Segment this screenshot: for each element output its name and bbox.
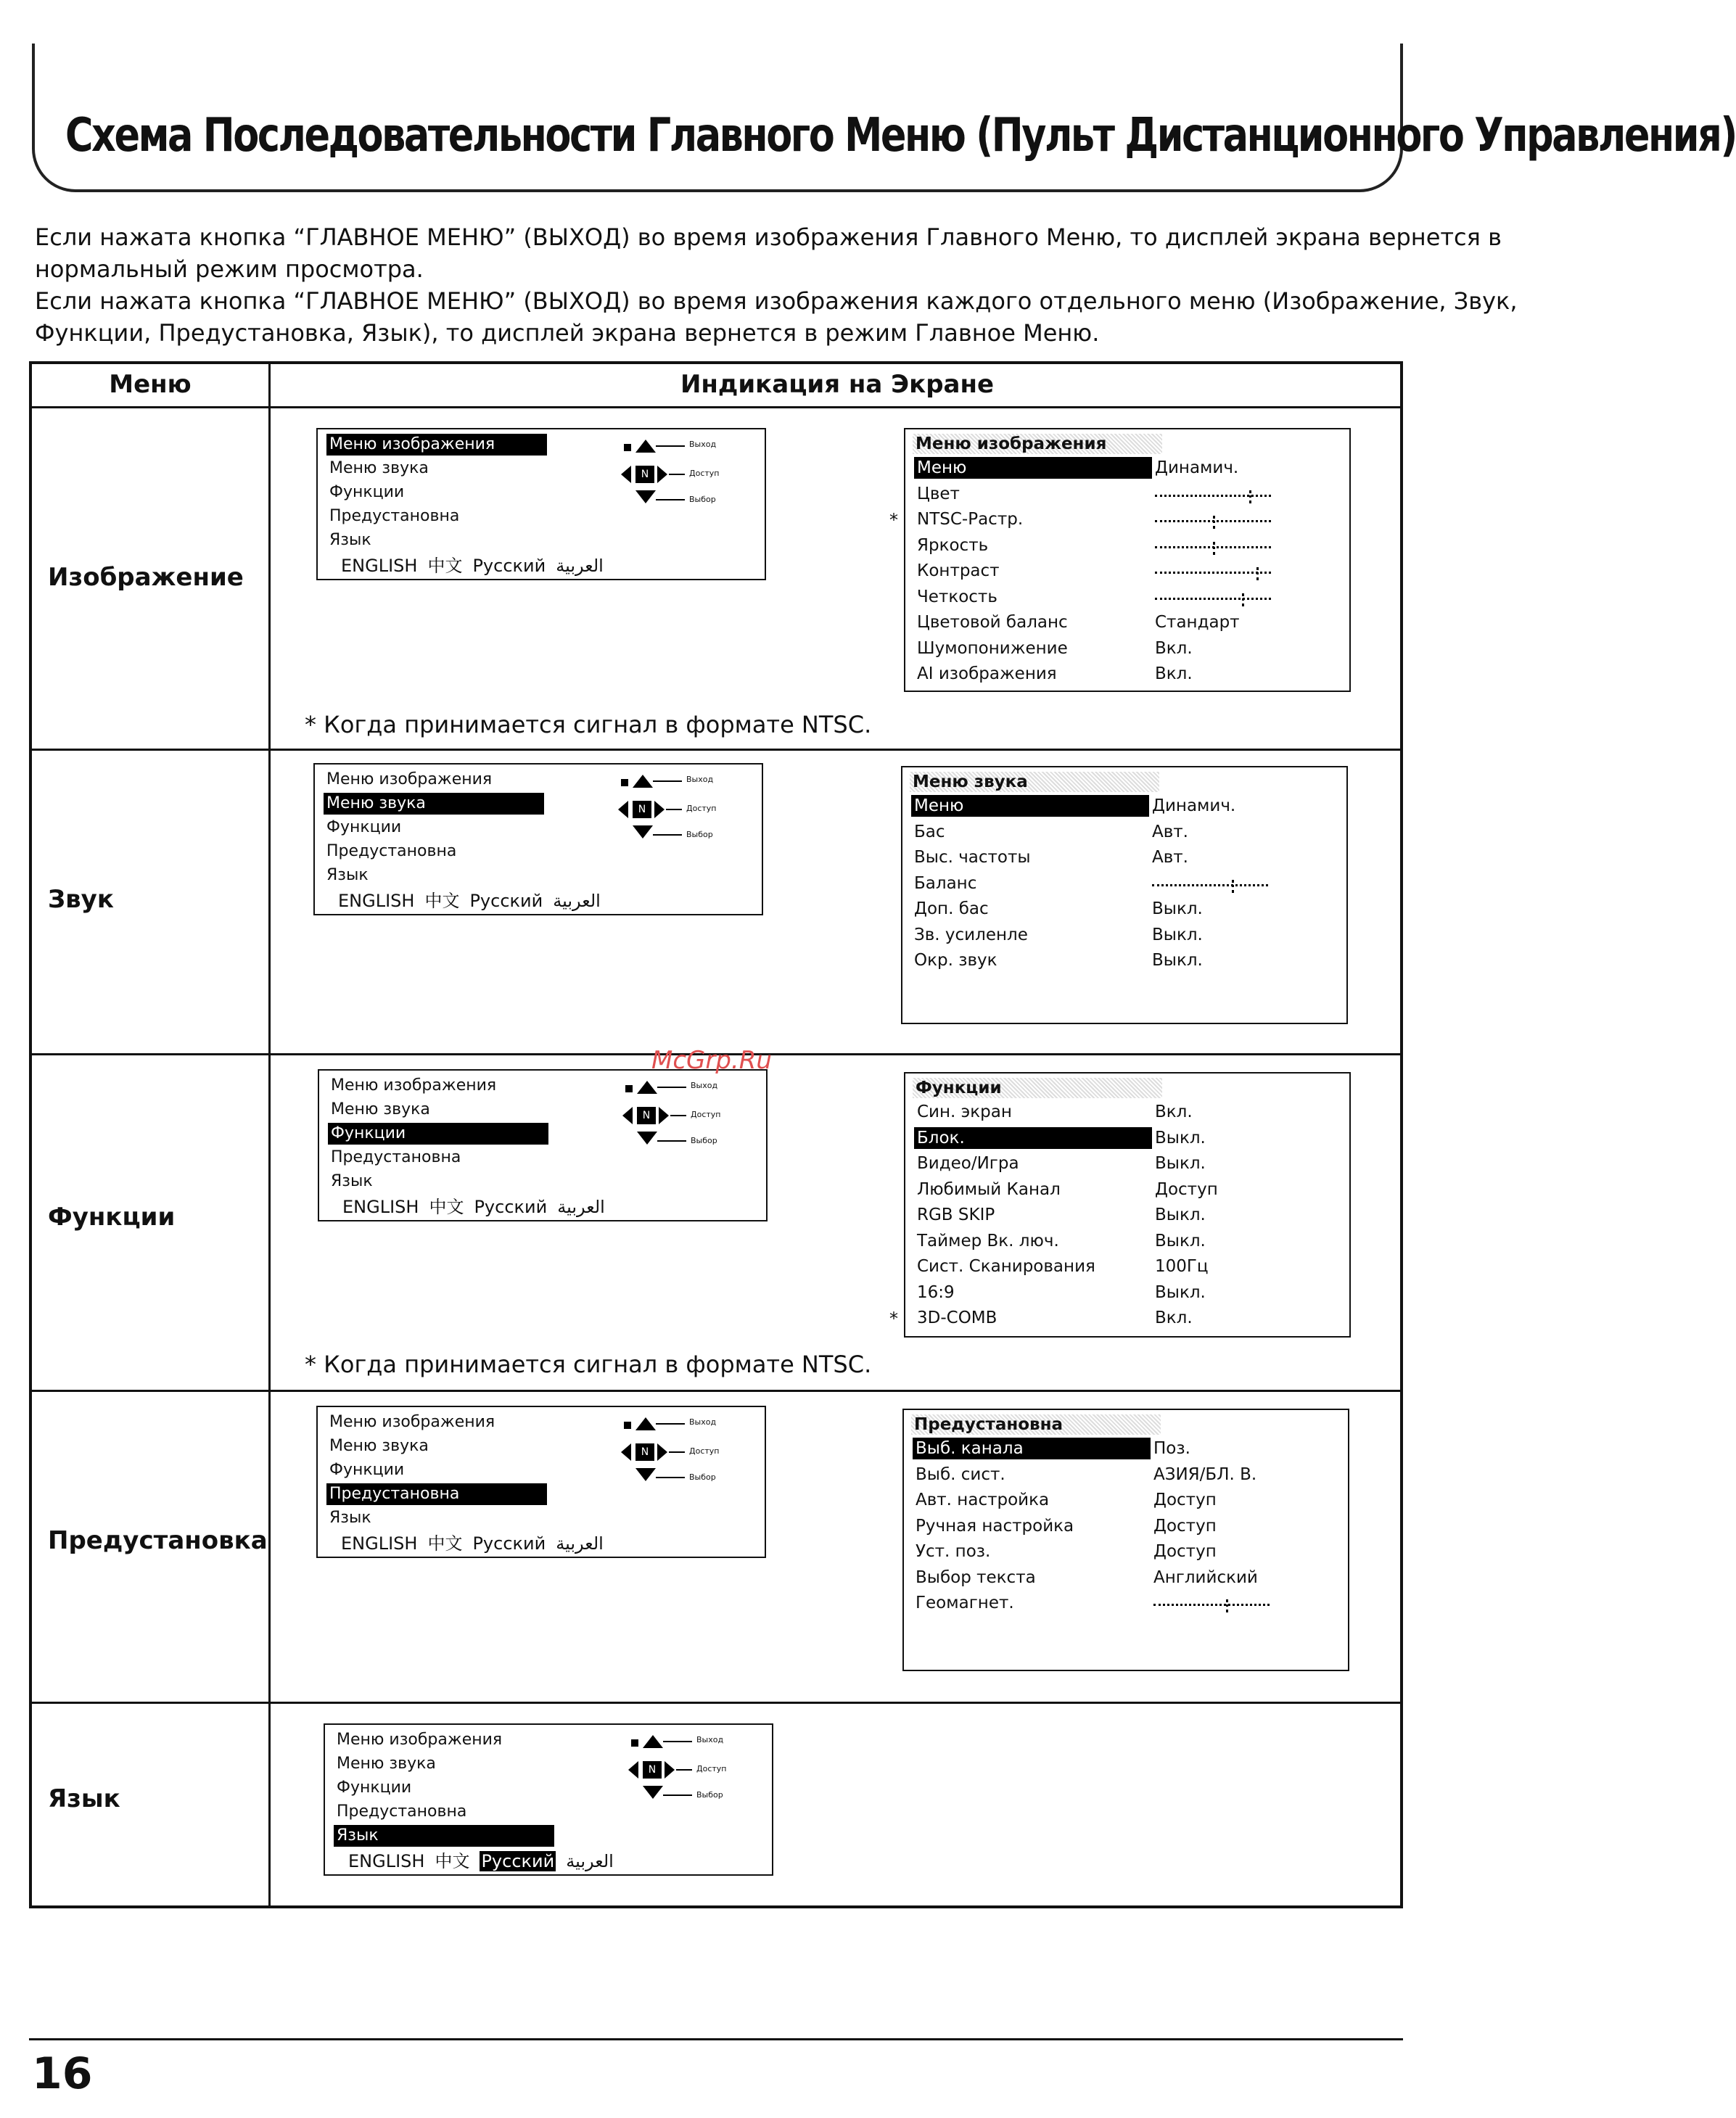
main-menu-item[interactable]: Меню звука — [324, 793, 544, 815]
submenu-item[interactable]: Выб. канала — [913, 1438, 1151, 1459]
n-button-icon: N — [635, 1443, 654, 1461]
main-menu-item[interactable]: Предустановна — [331, 1148, 461, 1166]
main-menu-item[interactable]: Функции — [326, 818, 402, 836]
intro-line-2: нормальный режим просмотра. — [35, 255, 424, 283]
main-menu-panel — [324, 1723, 773, 1876]
leader-line — [663, 1741, 692, 1742]
submenu-value: Выкл. — [1155, 1154, 1206, 1173]
nav-select-label: Выбор — [696, 1790, 723, 1800]
submenu-item[interactable]: Контраст — [917, 561, 1000, 580]
submenu-item[interactable]: Яркость — [917, 535, 989, 555]
submenu-item[interactable]: Цвет — [917, 484, 960, 503]
main-menu-item[interactable]: Функции — [329, 1461, 405, 1479]
submenu-value: Выкл. — [1155, 1206, 1206, 1224]
nav-access-label: Доступ — [696, 1764, 727, 1773]
submenu-value: Выкл. — [1152, 925, 1203, 944]
arrow-up-icon — [633, 775, 653, 788]
submenu-title: Предустановна — [911, 1414, 1161, 1435]
arrow-down-icon — [635, 1468, 656, 1481]
main-menu-item[interactable]: Язык — [329, 531, 371, 549]
main-menu-item[interactable]: Меню изображения — [326, 770, 493, 788]
submenu-value: Вкл. — [1155, 1103, 1193, 1121]
row-divider — [32, 749, 1400, 751]
main-menu-item[interactable]: Меню звука — [329, 459, 429, 477]
submenu-item[interactable]: Окр. звук — [914, 951, 997, 970]
nav-access-label: Доступ — [689, 469, 720, 478]
submenu-value: Стандарт — [1155, 613, 1240, 632]
level-bar[interactable] — [1155, 598, 1271, 603]
page-number: 16 — [32, 2048, 93, 2099]
main-menu-panel — [318, 1069, 768, 1221]
main-menu-item[interactable]: Функции — [337, 1779, 412, 1797]
square-icon — [624, 444, 631, 451]
submenu-value: Вкл. — [1155, 638, 1193, 658]
main-menu-item[interactable]: Меню изображения — [326, 434, 547, 456]
submenu-panel — [889, 1072, 1351, 1338]
submenu-panel — [901, 766, 1348, 1024]
leader-line — [663, 1794, 692, 1796]
level-bar[interactable] — [1152, 884, 1268, 889]
submenu-item[interactable]: 3D-COMB — [917, 1309, 997, 1327]
n-button-icon: N — [635, 466, 654, 483]
level-marker — [1232, 880, 1236, 893]
nav-exit-label: Выход — [696, 1735, 724, 1744]
submenu-item[interactable]: NTSC-Растр. — [917, 510, 1024, 529]
remote-nav-icon — [621, 1417, 759, 1490]
submenu-value: Английский — [1153, 1567, 1258, 1587]
main-menu-panel — [313, 763, 763, 915]
remote-nav-icon — [628, 1735, 766, 1808]
submenu-value: Поз. — [1153, 1439, 1190, 1458]
arrow-down-icon — [633, 825, 653, 838]
submenu-value: Выкл. — [1155, 1282, 1206, 1302]
nav-access-label: Доступ — [686, 804, 717, 813]
main-menu-item[interactable]: Язык — [329, 1509, 371, 1527]
main-menu-item[interactable]: Функции — [328, 1123, 548, 1145]
row-divider — [32, 1390, 1400, 1392]
language-options — [341, 1529, 614, 1554]
row-label-picture: Изображение — [48, 563, 244, 592]
leader-line — [656, 445, 685, 447]
submenu-item[interactable]: Меню — [911, 795, 1149, 817]
language-option[interactable]: العربية — [556, 1533, 604, 1554]
level-bar[interactable] — [1155, 572, 1271, 577]
arrow-left-icon — [621, 466, 631, 483]
submenu-item[interactable]: Блок. — [914, 1127, 1152, 1149]
submenu-item[interactable]: Баланс — [914, 873, 977, 893]
n-button-icon: N — [633, 801, 651, 818]
arrow-left-icon — [628, 1761, 638, 1779]
language-option[interactable]: 中文 — [427, 1533, 463, 1554]
row-label-sound: Звук — [48, 885, 114, 914]
language-options — [341, 551, 614, 577]
submenu-title: Меню звука — [910, 772, 1159, 792]
level-marker — [1213, 542, 1217, 555]
submenu-item[interactable]: Сист. Сканирования — [917, 1257, 1095, 1276]
leader-line — [656, 1477, 685, 1478]
level-bar[interactable] — [1155, 495, 1271, 500]
leader-line — [670, 1115, 686, 1116]
square-icon — [621, 779, 628, 786]
submenu-value: Динамич. — [1155, 458, 1239, 477]
level-bar[interactable] — [1155, 520, 1271, 525]
level-marker — [1226, 1599, 1230, 1612]
ntsc-asterisk: * — [889, 510, 898, 530]
language-option[interactable]: Русский — [474, 1197, 548, 1217]
footnote-functions: * Когда принимается сигнал в формате NTSC. — [305, 1351, 872, 1378]
language-options — [348, 1847, 624, 1872]
header-display: Индикация на Экране — [680, 370, 995, 399]
arrow-down-icon — [635, 490, 656, 503]
arrow-up-icon — [637, 1081, 657, 1094]
main-menu-item[interactable]: Предустановна — [337, 1802, 467, 1821]
arrow-left-icon — [618, 801, 628, 818]
header-divider — [32, 406, 1400, 408]
main-menu-item[interactable]: Предустановна — [326, 842, 457, 860]
submenu-item[interactable]: Уст. поз. — [916, 1542, 991, 1561]
arrow-down-icon — [643, 1786, 663, 1799]
row-label-functions: Функции — [48, 1203, 176, 1232]
remote-nav-icon — [618, 775, 756, 847]
submenu-item[interactable]: Таймер Вк. люч. — [917, 1231, 1059, 1250]
nav-access-label: Доступ — [689, 1446, 720, 1456]
submenu-item[interactable]: Меню — [914, 457, 1152, 479]
language-option[interactable]: Русский — [481, 1851, 555, 1871]
submenu-value: АЗИЯ/БЛ. В. — [1153, 1464, 1257, 1484]
submenu-title: Меню изображения — [913, 434, 1162, 454]
main-menu-item[interactable]: Функции — [329, 483, 405, 501]
language-option[interactable]: العربية — [566, 1851, 614, 1871]
submenu-value: Вкл. — [1155, 1309, 1193, 1327]
language-option[interactable]: 中文 — [435, 1851, 470, 1871]
submenu-value: Доступ — [1155, 1179, 1218, 1199]
submenu-value: Доступ — [1153, 1491, 1217, 1509]
leader-line — [657, 1087, 686, 1088]
arrow-right-icon — [659, 1107, 669, 1124]
arrow-up-icon — [643, 1735, 663, 1748]
language-option[interactable]: 中文 — [427, 556, 463, 576]
submenu-item[interactable]: Четкость — [917, 587, 997, 606]
leader-line — [669, 474, 685, 475]
header-menu: Меню — [109, 370, 192, 399]
submenu-item[interactable]: Цветовой баланс — [917, 613, 1068, 632]
language-option[interactable]: العربية — [553, 891, 601, 911]
arrow-up-icon — [635, 440, 656, 453]
arrow-right-icon — [654, 801, 665, 818]
nav-select-label: Выбор — [686, 830, 713, 839]
language-options — [342, 1192, 615, 1218]
row-label-preset: Предустановка — [48, 1526, 268, 1555]
leader-line — [656, 1423, 685, 1425]
nav-select-label: Выбор — [689, 495, 716, 504]
submenu-item[interactable]: Бас — [914, 822, 945, 841]
submenu-value: Авт. — [1152, 822, 1188, 841]
intro-line-1: Если нажата кнопка “ГЛАВНОЕ МЕНЮ” (ВЫХОД) во время изображения Главного Меню, то дисплей экрана вернется в — [35, 223, 1502, 251]
main-menu-item[interactable]: Меню изображения — [331, 1076, 497, 1095]
leader-line — [666, 809, 682, 810]
language-option[interactable]: Русский — [472, 556, 546, 576]
level-bar[interactable] — [1153, 1604, 1270, 1609]
language-option[interactable]: ENGLISH — [341, 556, 418, 576]
submenu-item[interactable]: Ручная настройка — [916, 1516, 1074, 1536]
arrow-right-icon — [665, 1761, 675, 1779]
nav-exit-label: Выход — [691, 1081, 718, 1090]
language-option[interactable]: Русский — [469, 891, 543, 911]
footnote-picture: * Когда принимается сигнал в формате NTSC. — [305, 711, 872, 738]
main-menu-item[interactable]: Меню звука — [337, 1755, 436, 1773]
arrow-right-icon — [657, 1443, 667, 1461]
arrow-left-icon — [622, 1107, 633, 1124]
bottom-rule — [29, 2038, 1403, 2040]
language-option[interactable]: Русский — [472, 1533, 546, 1554]
main-menu-item[interactable]: Предустановна — [326, 1483, 547, 1505]
leader-line — [676, 1769, 692, 1771]
submenu-item[interactable]: Выб. сист. — [916, 1464, 1005, 1484]
submenu-value: Динамич. — [1152, 796, 1236, 815]
square-icon — [631, 1739, 638, 1747]
level-marker — [1213, 516, 1217, 529]
nav-select-label: Выбор — [691, 1136, 717, 1145]
submenu-title: Функции — [913, 1078, 1162, 1098]
language-option[interactable]: ENGLISH — [338, 891, 415, 911]
submenu-value: Вкл. — [1155, 664, 1193, 683]
submenu-value: Выкл. — [1152, 951, 1203, 970]
language-option[interactable]: 中文 — [429, 1197, 464, 1217]
level-bar[interactable] — [1155, 546, 1271, 551]
column-divider — [268, 364, 271, 1905]
main-menu-item[interactable]: Меню звука — [331, 1100, 430, 1118]
main-menu-item[interactable]: Меню изображения — [329, 1413, 495, 1431]
submenu-item[interactable]: Любимый Канал — [917, 1179, 1061, 1199]
nav-exit-label: Выход — [689, 440, 717, 449]
leader-line — [653, 780, 682, 782]
nav-exit-label: Выход — [686, 775, 714, 784]
leader-line — [653, 834, 682, 836]
submenu-item[interactable]: AI изображения — [917, 664, 1057, 683]
level-marker — [1256, 567, 1261, 580]
leader-line — [656, 499, 685, 500]
watermark: McGrp.Ru — [651, 1046, 772, 1075]
language-options — [338, 886, 611, 912]
n-button-icon: N — [637, 1107, 656, 1124]
language-option[interactable]: ENGLISH — [342, 1197, 419, 1217]
submenu-panel — [902, 1409, 1349, 1671]
n-button-icon: N — [643, 1761, 662, 1779]
submenu-item[interactable]: Доп. бас — [914, 899, 989, 918]
submenu-value: Выкл. — [1155, 1231, 1206, 1250]
arrow-left-icon — [621, 1443, 631, 1461]
submenu-item[interactable]: 16:9 — [917, 1282, 955, 1302]
language-option[interactable]: 中文 — [424, 891, 460, 911]
main-menu-item[interactable]: Язык — [326, 866, 369, 884]
submenu-value: Авт. — [1152, 848, 1188, 867]
square-icon — [624, 1422, 631, 1429]
submenu-item[interactable]: Шумопонижение — [917, 638, 1068, 658]
remote-nav-icon — [622, 1081, 760, 1153]
ntsc-asterisk: * — [889, 1309, 898, 1329]
row-divider — [32, 1702, 1400, 1704]
submenu-panel — [889, 428, 1351, 692]
page-title: Схема Последовательности Главного Меню (Пульт Дистанционного Управления) — [65, 109, 1736, 162]
submenu-value: Выкл. — [1155, 1128, 1206, 1147]
main-menu-item[interactable]: Меню звука — [329, 1437, 429, 1455]
main-menu-item[interactable]: Предустановна — [329, 507, 460, 525]
row-label-language: Язык — [48, 1784, 120, 1813]
submenu-item[interactable]: Син. экран — [917, 1103, 1012, 1121]
main-menu-item[interactable]: Меню изображения — [337, 1731, 503, 1749]
language-option[interactable]: العربية — [556, 556, 604, 576]
main-menu-item[interactable]: Язык — [334, 1825, 554, 1847]
intro-line-3: Если нажата кнопка “ГЛАВНОЕ МЕНЮ” (ВЫХОД) во время изображения каждого отдельного меню (Изображение, Звук, — [35, 287, 1518, 315]
nav-access-label: Доступ — [691, 1110, 721, 1119]
submenu-item[interactable]: Выбор текста — [916, 1567, 1036, 1587]
level-marker — [1249, 490, 1254, 503]
submenu-item[interactable]: Геомагнет. — [916, 1594, 1014, 1612]
submenu-value: Доступ — [1153, 1516, 1217, 1536]
submenu-value: 100Гц — [1155, 1257, 1209, 1276]
submenu-item[interactable]: RGB SKIP — [917, 1206, 995, 1224]
leader-line — [657, 1140, 686, 1142]
arrow-right-icon — [657, 466, 667, 483]
submenu-item[interactable]: Зв. усиленле — [914, 925, 1028, 944]
submenu-item[interactable]: Авт. настройка — [916, 1491, 1050, 1509]
main-menu-item[interactable]: Язык — [331, 1172, 373, 1190]
submenu-value: Доступ — [1153, 1542, 1217, 1561]
arrow-up-icon — [635, 1417, 656, 1430]
submenu-item[interactable]: Видео/Игра — [917, 1154, 1019, 1173]
nav-select-label: Выбор — [689, 1472, 716, 1482]
language-option[interactable]: ENGLISH — [341, 1533, 418, 1554]
leader-line — [669, 1451, 685, 1453]
nav-exit-label: Выход — [689, 1417, 717, 1427]
intro-line-4: Функции, Предустановка, Язык), то дисплей экрана вернется в режим Главное Меню. — [35, 319, 1100, 347]
square-icon — [625, 1085, 633, 1092]
main-menu-panel — [316, 428, 766, 580]
main-menu-panel — [316, 1406, 766, 1558]
submenu-value: Выкл. — [1152, 899, 1203, 918]
language-option[interactable]: العربية — [557, 1197, 605, 1217]
arrow-down-icon — [637, 1132, 657, 1145]
remote-nav-icon — [621, 440, 759, 512]
submenu-item[interactable]: Выс. частоты — [914, 848, 1031, 867]
language-option[interactable]: ENGLISH — [348, 1851, 425, 1871]
level-marker — [1242, 593, 1246, 606]
